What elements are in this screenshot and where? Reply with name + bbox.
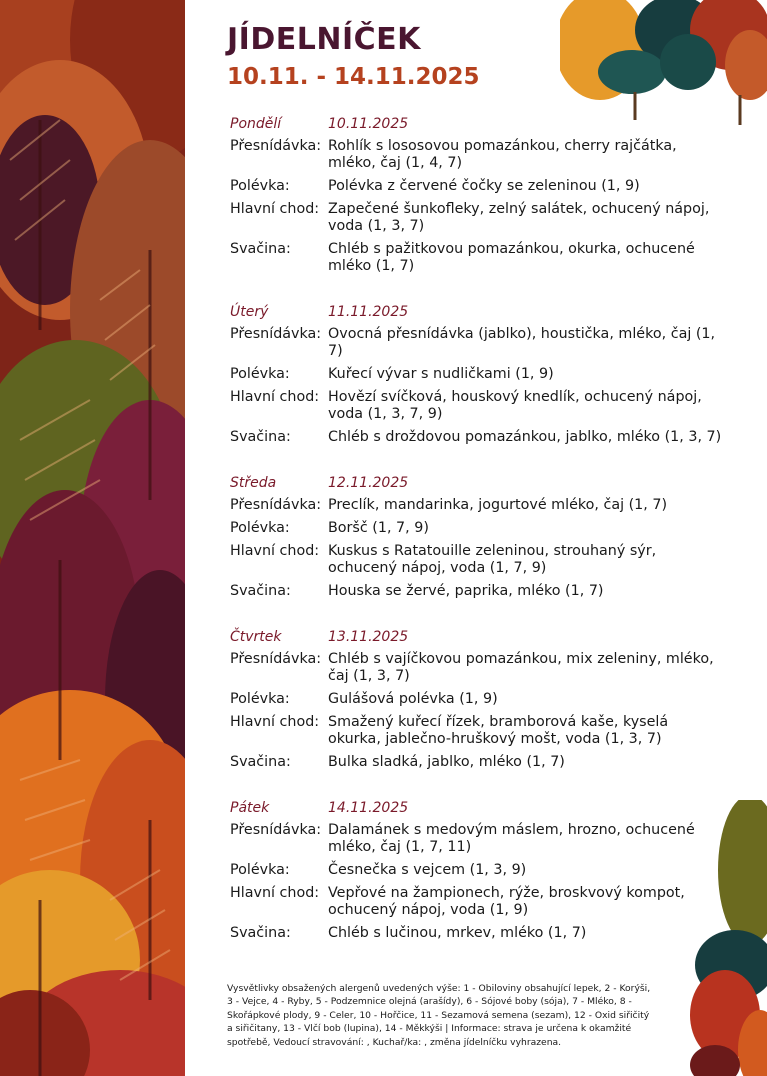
meal-label: Hlavní chod:	[230, 201, 320, 217]
meal-row	[230, 326, 725, 360]
meal-row	[230, 497, 725, 514]
meal-label: Hlavní chod:	[230, 885, 320, 901]
meal-text: Chléb s vajíčkovou pomazánkou, mix zeleniny, mléko, čaj (1, 3, 7)	[328, 651, 714, 684]
meal-text: Kuřecí vývar s nudličkami (1, 9)	[328, 366, 554, 382]
day-date: 12.11.2025	[328, 475, 409, 491]
meal-text: Ovocná přesnídávka (jablko), houstička, mléko, čaj (1, 7)	[328, 326, 716, 359]
meal-text: Bulka sladká, jablko, mléko (1, 7)	[328, 754, 565, 770]
day-date: 10.11.2025	[328, 116, 409, 132]
meal-label: Polévka:	[230, 178, 290, 194]
autumn-forest-illustration	[0, 0, 185, 1076]
meal-label: Svačina:	[230, 925, 291, 941]
meal-label: Hlavní chod:	[230, 543, 320, 559]
meal-text: Boršč (1, 7, 9)	[328, 520, 429, 536]
meal-text: Rohlík s lososovou pomazánkou, cherry rajčátka, mléko, čaj (1, 4, 7)	[328, 138, 677, 171]
meal-text: Smažený kuřecí řízek, bramborová kaše, kyselá okurka, jablečno-hruškový mošt, voda (1, 3, 7)	[328, 714, 669, 747]
meal-label: Svačina:	[230, 754, 291, 770]
day-block	[230, 621, 725, 771]
meal-label: Hlavní chod:	[230, 389, 320, 405]
allergen-footnote: Vysvětlivky obsažených alergenů uvedených výše: 1 - Obiloviny obsahující lepek, 2 - Korýši, 3 - Vejce, 4 - Ryby, 5 - Podzemnice olejná (arašídy), 6 - Sójové boby (sója), 7 - Mléko, 8 - Skořápkové plody, 9 - Celer, 10 - Hořčice, 11 - Sezamová semena (sezam), 12 - Oxid siřičitý a siřičitany, 13 - Vlčí bob (lupina), 14 - Měkkýši | Informace: strava je určena k okamžité spotřebě, Vedoucí stravování: , Kuchař/ka: , změna jídelníčku vyhrazena.	[227, 983, 651, 1048]
meal-text: Česnečka s vejcem (1, 3, 9)	[328, 862, 527, 878]
weekly-menu	[230, 108, 725, 963]
meal-row	[230, 925, 725, 942]
meal-row	[230, 520, 725, 537]
meal-label: Hlavní chod:	[230, 714, 320, 730]
meal-label: Přesnídávka:	[230, 497, 322, 513]
meal-text: Chléb s lučinou, mrkev, mléko (1, 7)	[328, 925, 587, 941]
meal-row	[230, 389, 725, 423]
meal-text: Preclík, mandarinka, jogurtové mléko, čaj (1, 7)	[328, 497, 668, 513]
day-date: 14.11.2025	[328, 800, 409, 816]
meal-row	[230, 885, 725, 919]
meal-label: Polévka:	[230, 520, 290, 536]
meal-row	[230, 241, 725, 275]
date-range: 10.11. - 14.11.2025	[227, 64, 480, 90]
meal-text: Zapečené šunkofleky, zelný salátek, ochucený nápoj, voda (1, 3, 7)	[328, 201, 710, 234]
meal-text: Chléb s pažitkovou pomazánkou, okurka, ochucené mléko (1, 7)	[328, 241, 695, 274]
day-block	[230, 108, 725, 275]
day-name: Úterý	[230, 304, 269, 320]
meal-label: Přesnídávka:	[230, 326, 322, 342]
meal-row	[230, 651, 725, 685]
meal-text: Houska se žervé, paprika, mléko (1, 7)	[328, 583, 604, 599]
day-block	[230, 792, 725, 942]
meal-row	[230, 366, 725, 383]
meal-row	[230, 201, 725, 235]
meal-text: Kuskus s Ratatouille zeleninou, strouhaný sýr, ochucený nápoj, voda (1, 7, 9)	[328, 543, 657, 576]
meal-label: Přesnídávka:	[230, 822, 322, 838]
meal-label: Svačina:	[230, 241, 291, 257]
meal-text: Chléb s droždovou pomazánkou, jablko, mléko (1, 3, 7)	[328, 429, 722, 445]
day-block	[230, 467, 725, 600]
day-date: 11.11.2025	[328, 304, 409, 320]
meal-label: Přesnídávka:	[230, 651, 322, 667]
meal-label: Polévka:	[230, 691, 290, 707]
day-name: Středa	[230, 475, 277, 491]
day-block	[230, 296, 725, 446]
day-date: 13.11.2025	[328, 629, 409, 645]
meal-text: Gulášová polévka (1, 9)	[328, 691, 498, 707]
meal-row	[230, 822, 725, 856]
day-name: Pátek	[230, 800, 270, 816]
meal-text: Vepřové na žampionech, rýže, broskvový kompot, ochucený nápoj, voda (1, 9)	[328, 885, 685, 918]
meal-label: Svačina:	[230, 583, 291, 599]
meal-label: Polévka:	[230, 862, 290, 878]
meal-row	[230, 543, 725, 577]
meal-label: Přesnídávka:	[230, 138, 322, 154]
meal-row	[230, 691, 725, 708]
meal-row	[230, 429, 725, 446]
meal-row	[230, 583, 725, 600]
day-name: Čtvrtek	[230, 629, 282, 645]
page-title: JÍDELNÍČEK	[227, 22, 421, 57]
meal-row	[230, 714, 725, 748]
meal-row	[230, 862, 725, 879]
meal-row	[230, 178, 725, 195]
meal-text: Dalamánek s medovým máslem, hrozno, ochucené mléko, čaj (1, 7, 11)	[328, 822, 695, 855]
meal-row	[230, 138, 725, 172]
meal-text: Hovězí svíčková, houskový knedlík, ochucený nápoj, voda (1, 3, 7, 9)	[328, 389, 702, 422]
meal-label: Polévka:	[230, 366, 290, 382]
meal-row	[230, 754, 725, 771]
meal-label: Svačina:	[230, 429, 291, 445]
meal-text: Polévka z červené čočky se zeleninou (1, 9)	[328, 178, 640, 194]
day-name: Pondělí	[230, 116, 282, 132]
